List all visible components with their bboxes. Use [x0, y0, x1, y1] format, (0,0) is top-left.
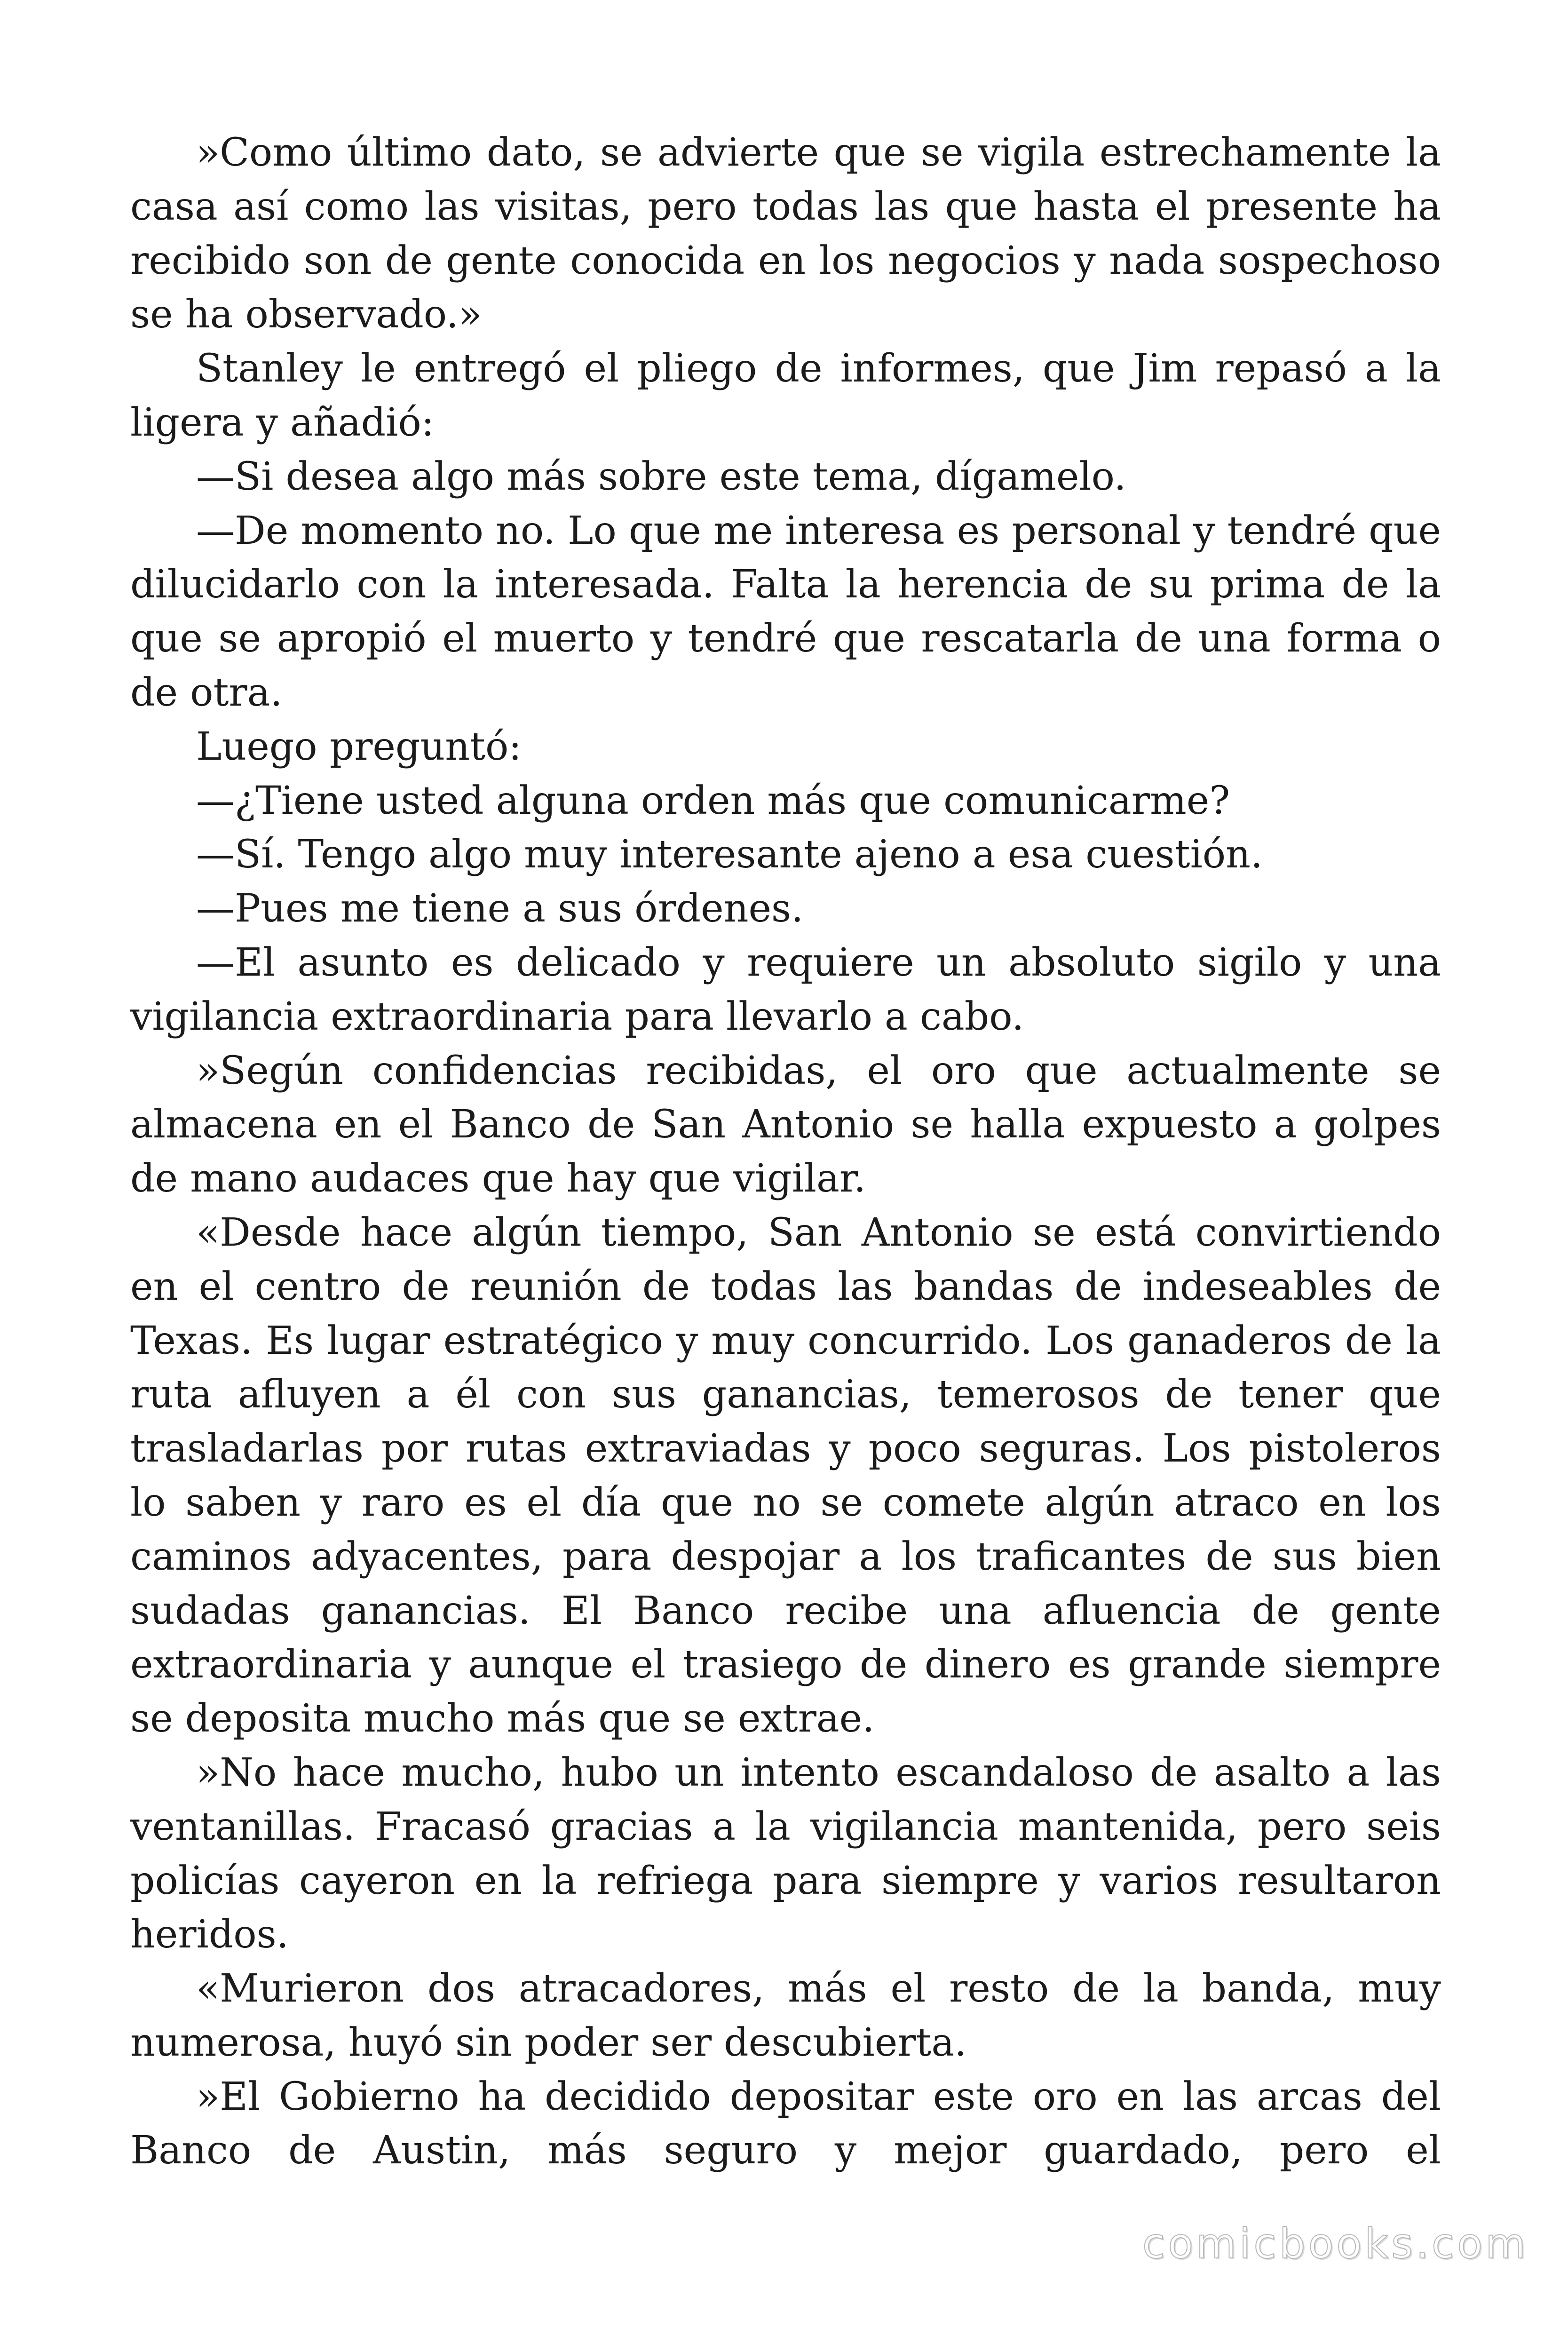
- paragraph: «Desde hace algún tiempo, San Antonio se está convirtiendo en el centro de reunión de todas las bandas de indeseables de Texas. Es lugar estratégico y muy concurrido. Los ganaderos de la ruta afluyen a él con sus ganancias, temerosos de tener que trasladarlas por rutas extraviadas y poco seguras. Los pistoleros lo saben y raro es el día que no se comete algún atraco en los caminos adyacentes, para despojar a los traficantes de sus bien sudadas ganancias. El Banco recibe una afluencia de gente extraordinaria y aunque el trasiego de dinero es grande siempre se deposita mucho más que se extrae.: [130, 1210, 1441, 1741]
- paragraph: Luego preguntó:: [196, 724, 522, 769]
- watermark: comicbooks.com: [1142, 2219, 1528, 2268]
- paragraph: —Pues me tiene a sus órdenes.: [196, 886, 804, 931]
- paragraph: —Sí. Tengo algo muy interesante ajeno a esa cuestión.: [196, 832, 1263, 877]
- paragraph: »Según confidencias recibidas, el oro que actualmente se almacena en el Banco de San Antonio se halla expuesto a golpes de mano audaces que hay que vigilar.: [130, 1048, 1441, 1201]
- paragraph: —De momento no. Lo que me interesa es personal y tendré que dilucidarlo con la interesada. Falta la herencia de su prima de la que se apropió el muerto y tendré que rescatarla de una forma o de otra.: [130, 508, 1441, 715]
- paragraph-continued: »El Gobierno ha decidido depositar este oro en las arcas del Banco de Austin, más seguro y mejor guardado, pero el: [130, 2074, 1441, 2173]
- paragraph: —¿Tiene usted alguna orden más que comunicarme?: [196, 778, 1230, 823]
- paragraph: »No hace mucho, hubo un intento escandaloso de asalto a las ventanillas. Fracasó gracias a la vigilancia mantenida, pero seis policías cayeron en la refriega para siempre y varios resultaron heridos.: [130, 1750, 1441, 1957]
- paragraph: —El asunto es delicado y requiere un absoluto sigilo y una vigilancia extraordinaria para llevarlo a cabo.: [130, 940, 1441, 1039]
- paragraph: —Si desea algo más sobre este tema, dígamelo.: [196, 454, 1126, 499]
- book-page-body: [130, 126, 1441, 2178]
- paragraph: »Como último dato, se advierte que se vigila estrechamente la casa así como las visitas, pero todas las que hasta el presente ha recibido son de gente conocida en los negocios y nada sospechoso se ha observado.»: [130, 130, 1441, 337]
- paragraph: Stanley le entregó el pliego de informes, que Jim repasó a la ligera y añadió:: [130, 346, 1441, 445]
- paragraph: «Murieron dos atracadores, más el resto de la banda, muy numerosa, huyó sin poder ser descubierta.: [130, 1966, 1441, 2065]
